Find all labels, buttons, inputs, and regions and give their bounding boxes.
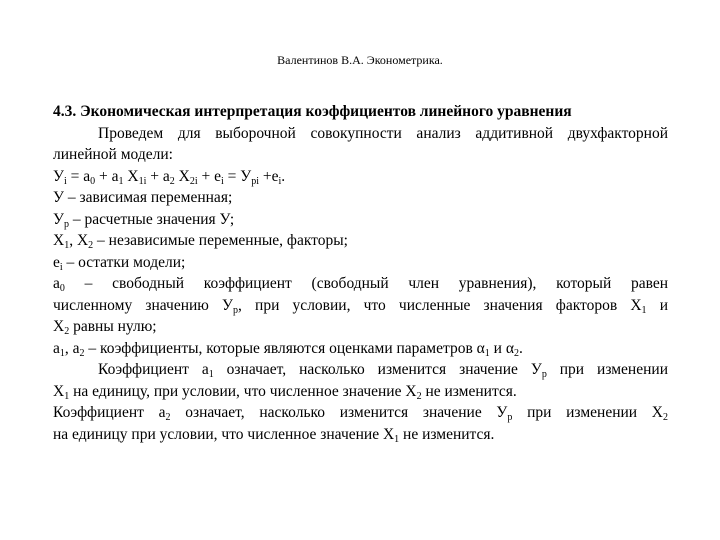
text-run: и α (489, 339, 514, 357)
subscript: 1 (118, 175, 124, 187)
text-run: . (281, 167, 286, 185)
subscript: p (541, 369, 547, 380)
header-text: Валентинов В.А. Эконометрика. (277, 53, 443, 67)
text-run: означает, насколько изменится значение У (213, 361, 542, 378)
text-run: на единицу при условии, что численное значение X (53, 425, 395, 443)
subscript: 2 (513, 347, 519, 359)
subscript: 1 (641, 304, 647, 316)
text-run: У (53, 167, 64, 185)
interpretation-a1-line1 (53, 359, 668, 381)
subscript: 1 (64, 390, 70, 402)
subscript: 1 (208, 369, 214, 380)
text-run: = У (223, 167, 252, 185)
text-run: численному значению У (53, 296, 234, 314)
text-run: X (53, 382, 65, 400)
definition-a0-line2 (53, 295, 668, 317)
text-run: + a (146, 167, 170, 185)
text-run: + a (95, 167, 119, 185)
definition-y: У – зависимая переменная; (53, 189, 233, 206)
text-run: , X (69, 232, 89, 249)
text-run: X (123, 167, 139, 185)
subscript: i (278, 175, 282, 187)
text-run: У (53, 210, 64, 228)
subscript: 2 (416, 390, 422, 402)
text-run: не изменится. (399, 425, 495, 443)
text-run: при изменении X (512, 404, 663, 421)
text-run: X (53, 232, 65, 249)
text-run: +e (259, 167, 279, 185)
subscript: 0 (59, 283, 65, 294)
text-run: – расчетные значения У; (68, 210, 235, 228)
subscript: 2i (189, 175, 198, 187)
text-run: , a (64, 339, 80, 357)
subscript: i (59, 261, 63, 273)
subscript: p (507, 412, 513, 423)
definition-a0-line3 (53, 316, 668, 338)
text-run: – коэффициенты, которые являются оценками параметров α (84, 339, 485, 357)
text-run: и (646, 296, 668, 314)
definition-x (53, 230, 668, 252)
definition-e (53, 252, 668, 274)
subscript: 1i (138, 175, 147, 187)
subscript: i (63, 175, 67, 187)
subscript: 2 (169, 175, 175, 187)
text-run: не изменится. (421, 382, 517, 400)
subscript: 2 (79, 347, 85, 359)
text-run: , при условии, что численные значения факторов X (238, 296, 642, 314)
intro-paragraph-line2: линейной модели: (53, 146, 173, 163)
text-run: e (53, 253, 60, 271)
subscript: 1 (484, 347, 490, 359)
subscript: 2 (88, 240, 94, 251)
subscript: p (233, 304, 239, 316)
subscript: 1 (64, 240, 70, 251)
text-run: X (53, 318, 65, 335)
text-run: + e (197, 167, 221, 185)
definition-yp (53, 209, 668, 231)
intro-paragraph-line1: Проведем для выборочной совокупности анализ аддитивной двухфакторной (98, 124, 668, 142)
text-run: равны нулю; (69, 318, 157, 335)
page-header (0, 53, 720, 67)
interpretation-a2-line1 (53, 402, 668, 424)
subscript: pi (251, 175, 260, 187)
text-run: – остатки модели; (62, 253, 186, 271)
text-run: Коэффициент a (53, 404, 166, 421)
subscript: 1 (394, 433, 400, 445)
subscript: 2 (662, 412, 668, 423)
subscript: p (63, 218, 69, 230)
subscript: 2 (165, 412, 171, 423)
document-body (53, 101, 668, 445)
subscript: 1 (59, 347, 65, 359)
text-run: – независимые переменные, факторы; (93, 232, 348, 249)
interpretation-a1-line2 (53, 381, 668, 403)
text-run: означает, насколько изменится значение У (170, 404, 508, 421)
text-run: на единицу, при условии, что численное значение X (69, 382, 417, 400)
text-run: a (53, 339, 60, 357)
definition-a1-a2 (53, 338, 668, 360)
model-equation (53, 166, 668, 188)
text-run: X (174, 167, 190, 185)
text-run: . (518, 339, 523, 357)
text-run: при изменении (546, 361, 668, 378)
text-run: = a (66, 167, 91, 185)
subscript: 2 (64, 326, 70, 337)
text-run: Коэффициент a (98, 361, 209, 378)
interpretation-a2-line2 (53, 424, 668, 446)
section-title: 4.3. Экономическая интерпретация коэффициентов линейного уравнения (53, 103, 572, 120)
text-run: a (53, 275, 60, 292)
subscript: 0 (90, 175, 96, 187)
subscript: i (220, 175, 224, 187)
definition-a0-line1 (53, 273, 668, 295)
text-run: – свободный коэффициент (свободный член уравнения), который равен (64, 275, 668, 292)
